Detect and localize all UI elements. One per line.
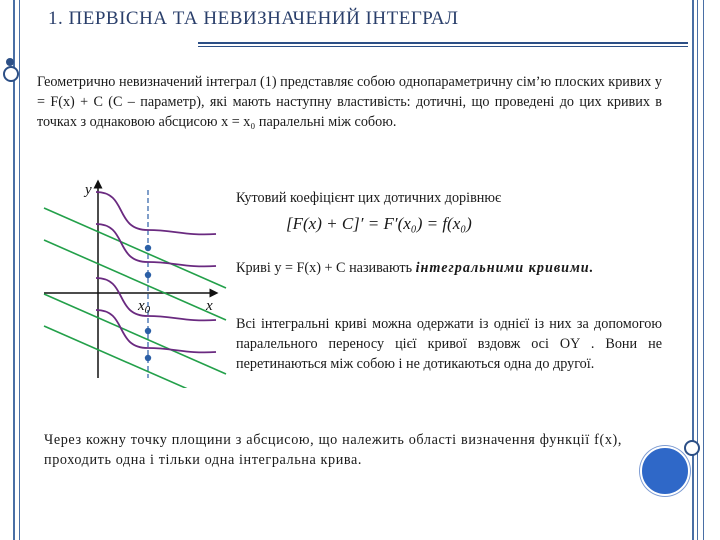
integral-curve [96,192,216,234]
parallel-shift-paragraph: Всі інтегральні криві можна одержати із однієї із них за допомогою паралельного переносу цієї кривої вздовж осі OY . Вони не перетинаються між собою і не дотикаються одна до другої. [236,316,662,372]
intro-paragraph: Геометрично невизначений інтеграл (1) представляє собою однопараметричну сім’ю плоских кривих y = F(x) + C (C – параметр), які мають наступну властивість: дотичні, що проведені до цих кривих в точках з однаковою абсцисою x = x₀ паралельні між собою. [37,74,662,130]
x-axis-label: x [206,298,213,314]
integral-curves-figure [36,178,236,388]
page-title: 1. ПЕРВІСНА ТА НЕВИЗНАЧЕНИЙ ІНТЕГРАЛ [48,8,459,29]
title-underline-top [198,42,688,44]
integral-curves-term: інтегральними кривими. [415,260,595,276]
derivative-formula: [F(x) + C]′ = F′(x₀) = f(x₀) [286,214,472,233]
x0-label-subscript: 0 [144,304,151,316]
frame-line-right-2 [697,0,698,540]
integral-curve [96,278,216,320]
closing-paragraph: Через кожну точку площини з абсцисою, що належить області визначення функції f(x), проходить одна і тільки одна інтегральна крива. [44,432,622,468]
decor-dot-large-left [3,66,19,82]
tangent-point-marker [145,355,151,361]
tangent-point-marker [145,272,151,278]
y-axis-label: y [85,182,92,198]
curves-definition-text: Криві y = F(x) + C називають [236,260,416,276]
frame-line-right-1 [692,0,694,540]
frame-line-right-3 [703,0,704,540]
decor-dot-small [6,58,14,66]
slope-text: Кутовий коефіцієнт цих дотичних дорівнює [236,190,502,206]
frame-line-left-inner [19,0,20,540]
tangent-line [44,240,226,320]
decor-circle-large [640,446,690,496]
decor-dot-right [684,440,700,456]
title-underline-bottom [198,46,688,47]
tangent-line [44,294,226,374]
x0-label-main: x [138,298,145,314]
x0-label [137,298,151,316]
integral-curves [96,192,216,352]
tangent-line [44,208,226,288]
tangent-point-marker [145,245,151,251]
tangent-point-marker [145,328,151,334]
integral-curves-definition [236,258,662,278]
